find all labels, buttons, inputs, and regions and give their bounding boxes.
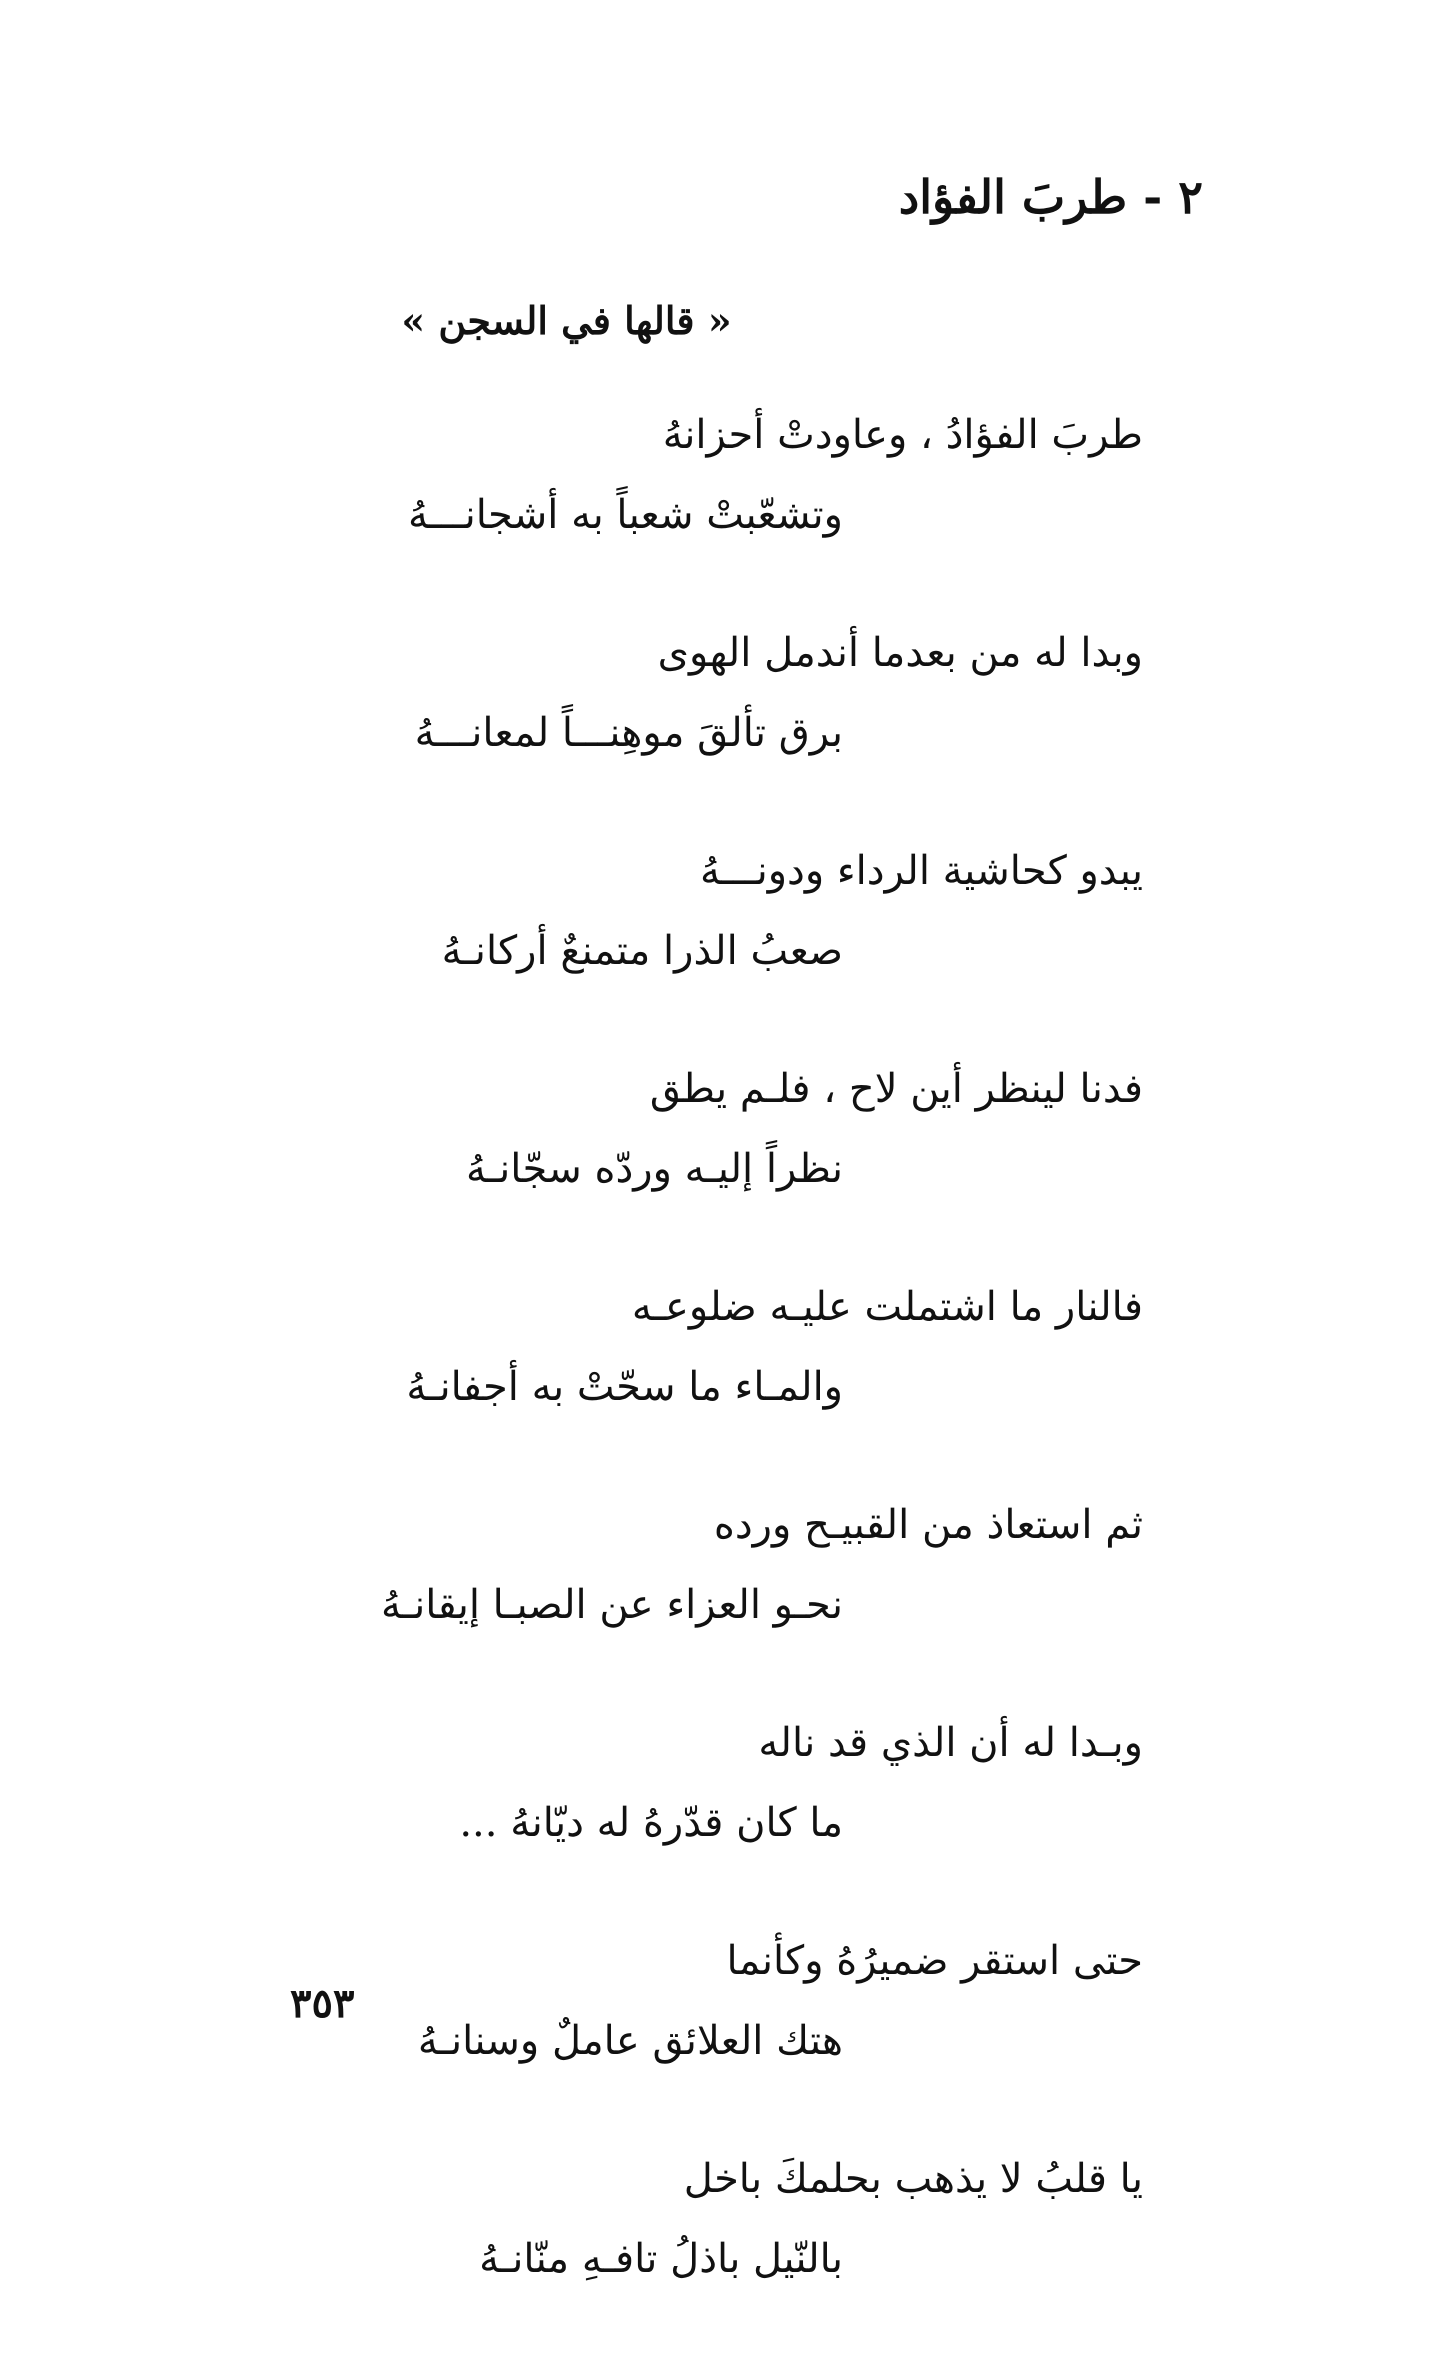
verse-first-hemistich: يبدو كحاشية الرداء ودونـــهُ	[699, 848, 1143, 894]
poem-stanza	[283, 1703, 1143, 1863]
verse-first-hemistich: وبدا له من بعدما أندمل الهوى	[657, 630, 1143, 676]
poem-stanza	[283, 1049, 1143, 1209]
poem-subtitle: « قالها في السجن »	[401, 298, 732, 343]
verse-second-hemistich: بالنّيل باذلُ تافـهِ منّانـهُ	[479, 2236, 843, 2282]
poem-stanza	[283, 2139, 1143, 2299]
verse-first-hemistich: فالنار ما اشتملت عليـه ضلوعـه	[631, 1284, 1143, 1330]
poem-stanza	[283, 1267, 1143, 1427]
poem-stanza	[283, 1485, 1143, 1645]
verse-second-hemistich: والمـاء ما سحّتْ به أجفانـهُ	[406, 1364, 843, 1410]
verse-second-hemistich: نظراً إليـه وردّه سجّانـهُ	[465, 1146, 843, 1192]
verse-second-hemistich: هتك العلائق عاملٌ وسنانـهُ	[417, 2018, 843, 2064]
verse-first-hemistich: طربَ الفؤادُ ، وعاودتْ أحزانهُ	[662, 412, 1143, 458]
verse-first-hemistich: وبـدا له أن الذي قد ناله	[758, 1720, 1143, 1766]
poem-stanza	[283, 1921, 1143, 2081]
verse-second-hemistich: برق تألقَ موهِنـــاً لمعانـــهُ	[414, 710, 843, 756]
verse-second-hemistich: صعبُ الذرا متمنعٌ أركانـهُ	[441, 928, 843, 974]
verse-first-hemistich: حتى استقر ضميرُهُ وكأنما	[726, 1938, 1143, 1984]
verse-first-hemistich: فدنا لينظر أين لاح ، فلـم يطق	[649, 1066, 1143, 1112]
verse-second-hemistich: وتشعّبتْ شعباً به أشجانـــهُ	[408, 492, 843, 538]
verse-second-hemistich: نحـو العزاء عن الصبـا إيقانـهُ	[380, 1582, 843, 1628]
poem-stanza	[283, 395, 1143, 555]
poem-heading: ٢ - طربَ الفؤاد	[898, 170, 1203, 224]
poem-body	[283, 395, 1143, 2357]
verse-first-hemistich: يا قلبُ لا يذهب بحلمكَ باخل	[683, 2156, 1143, 2202]
poem-stanza	[283, 831, 1143, 991]
verse-second-hemistich: ما كان قدّرهُ له ديّانهُ ...	[459, 1800, 843, 1846]
verse-first-hemistich: ثم استعاذ من القبيـح ورده	[713, 1502, 1143, 1548]
poem-stanza	[283, 613, 1143, 773]
page-number: ٣٥٣	[290, 1980, 355, 2027]
